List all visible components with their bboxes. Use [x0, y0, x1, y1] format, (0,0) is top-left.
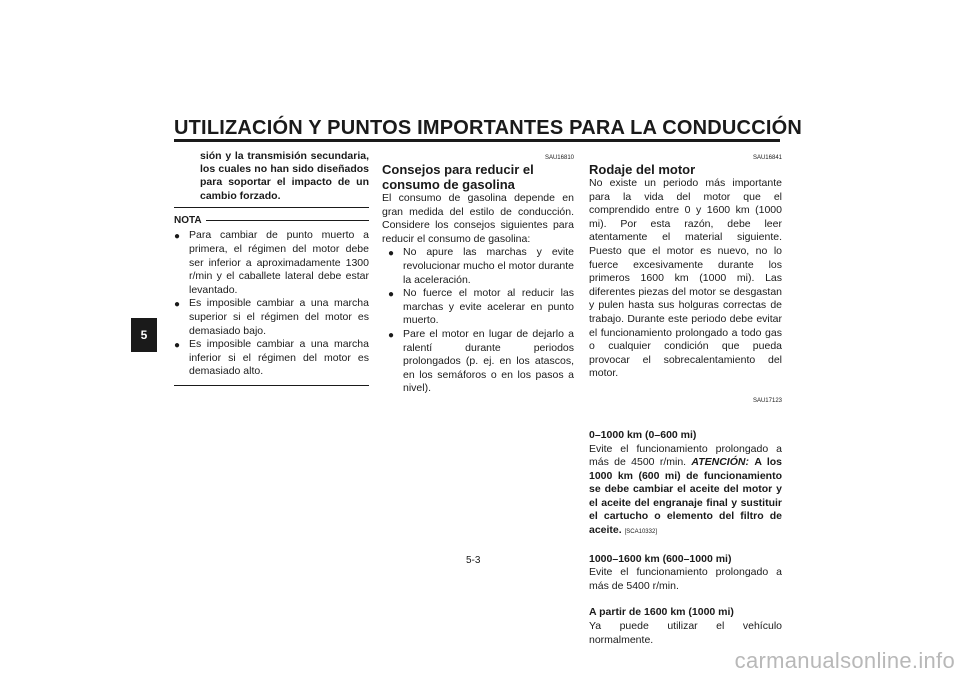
subsection-title: 1000–1600 km (600–1000 mi) — [589, 552, 732, 565]
header-rule — [174, 139, 780, 142]
tips-list — [382, 246, 574, 396]
list-item: ● Para cambiar de punto muerto a primera, el régimen del motor debe ser inferior a aproximadamente 1300 r/min y el caballete lateral debe estar levantado. — [174, 229, 369, 296]
list-item: ● Pare el motor en lugar de dejarlo a ralentí durante periodos prolongados (p. ej. en los atascos, en los semáforos o en los pasos a nivel). — [388, 327, 574, 395]
list-item: ● Es imposible cambiar a una marcha inferior si el régimen del motor es demasiado alto. — [174, 338, 369, 378]
section-intro: No existe un periodo más importante para la vida del motor que el comprendido entre 0 y 1600 km (1000 mi). Por esta razón, debe leer atentamente el material siguiente. Puesto que el motor es nuevo, no lo fuerce excesivamente durante los primeros 1600 km (1000 mi). Las diferentes piezas del motor se desgastan y pulen hasta sus holguras correctas de trabajo. Durante este periodo debe evitar el funcionamiento prolongado a todo gas o cualquier condición que pueda provocar el sobrecalentamiento del motor. — [589, 177, 782, 380]
bullet-icon: ● — [388, 329, 395, 341]
bullet-icon: ● — [174, 231, 181, 243]
subsection-title: 0–1000 km (0–600 mi) — [589, 428, 697, 441]
attention-label: ATENCIÓN: — [691, 456, 749, 469]
bullet-icon: ● — [174, 340, 181, 352]
subsection-text: Ya puede utilizar el vehículo normalmente. — [589, 620, 782, 646]
subsection-text: Evite el funcionamiento prolongado a más de 4500 r/min. ATENCIÓN: A los 1000 km (600 mi) de funcionamiento se debe cambiar el aceite del motor y el aceite del engranaje final y sustituir el cartucho o elemento del filtro de aceite. [SCA10332] — [589, 442, 782, 537]
section-intro: El consumo de gasolina depende en gran medida del estilo de conducción. Considere los consejos siguientes para reducir el consumo de gasolina: — [382, 192, 574, 245]
bullet-icon: ● — [174, 299, 181, 311]
caution-continuation: sión y la transmisión secundaria, los cuales no han sido diseñados para soportar el impacto de un cambio forzado. — [200, 150, 369, 202]
nota-label: NOTA — [174, 214, 202, 226]
bullet-icon: ● — [388, 289, 395, 301]
attention-text: A los 1000 km (600 mi) de funcionamiento se debe cambiar el aceite del motor y el aceite del engranaje final y sustituir el cartucho o elemento del filtro de aceite. — [589, 456, 782, 537]
subsection-text: Evite el funcionamiento prolongado a más de 5400 r/min. — [589, 566, 782, 592]
subsection-title: A partir de 1600 km (1000 mi) — [589, 606, 734, 619]
chapter-tab: 5 — [131, 318, 157, 352]
section-code-2: SAU17123 — [752, 397, 782, 404]
watermark: carmanualsonline.info — [734, 648, 955, 673]
page-title: UTILIZACIÓN Y PUNTOS IMPORTANTES PARA LA CONDUCCIÓN — [174, 117, 802, 139]
bullet-icon: ● — [388, 248, 395, 260]
page-number: 5-3 — [466, 555, 481, 566]
list-item: ● No apure las marchas y evite revolucionar mucho el motor durante la aceleración. — [388, 246, 575, 286]
column-1 — [174, 150, 369, 386]
attention-code: [SCA10332] — [624, 529, 657, 536]
section-code: SAU16841 — [752, 155, 782, 161]
nota-header — [174, 214, 369, 228]
nota-list — [174, 229, 369, 379]
nota-end-rule — [174, 385, 369, 386]
section-code: SAU16810 — [544, 155, 574, 161]
section-title: Consejos para reducir el consumo de gasolina — [382, 162, 534, 192]
column-2 — [382, 154, 574, 396]
list-item: ● Es imposible cambiar a una marcha superior si el régimen del motor es demasiado bajo. — [174, 297, 369, 337]
list-item: ● No fuerce el motor al reducir las marchas y evite acelerar en punto muerto. — [388, 287, 574, 327]
column-3 — [589, 154, 782, 647]
caution-end-rule — [174, 207, 369, 208]
nota-rule — [206, 220, 369, 221]
section-title: Rodaje del motor — [589, 162, 696, 177]
